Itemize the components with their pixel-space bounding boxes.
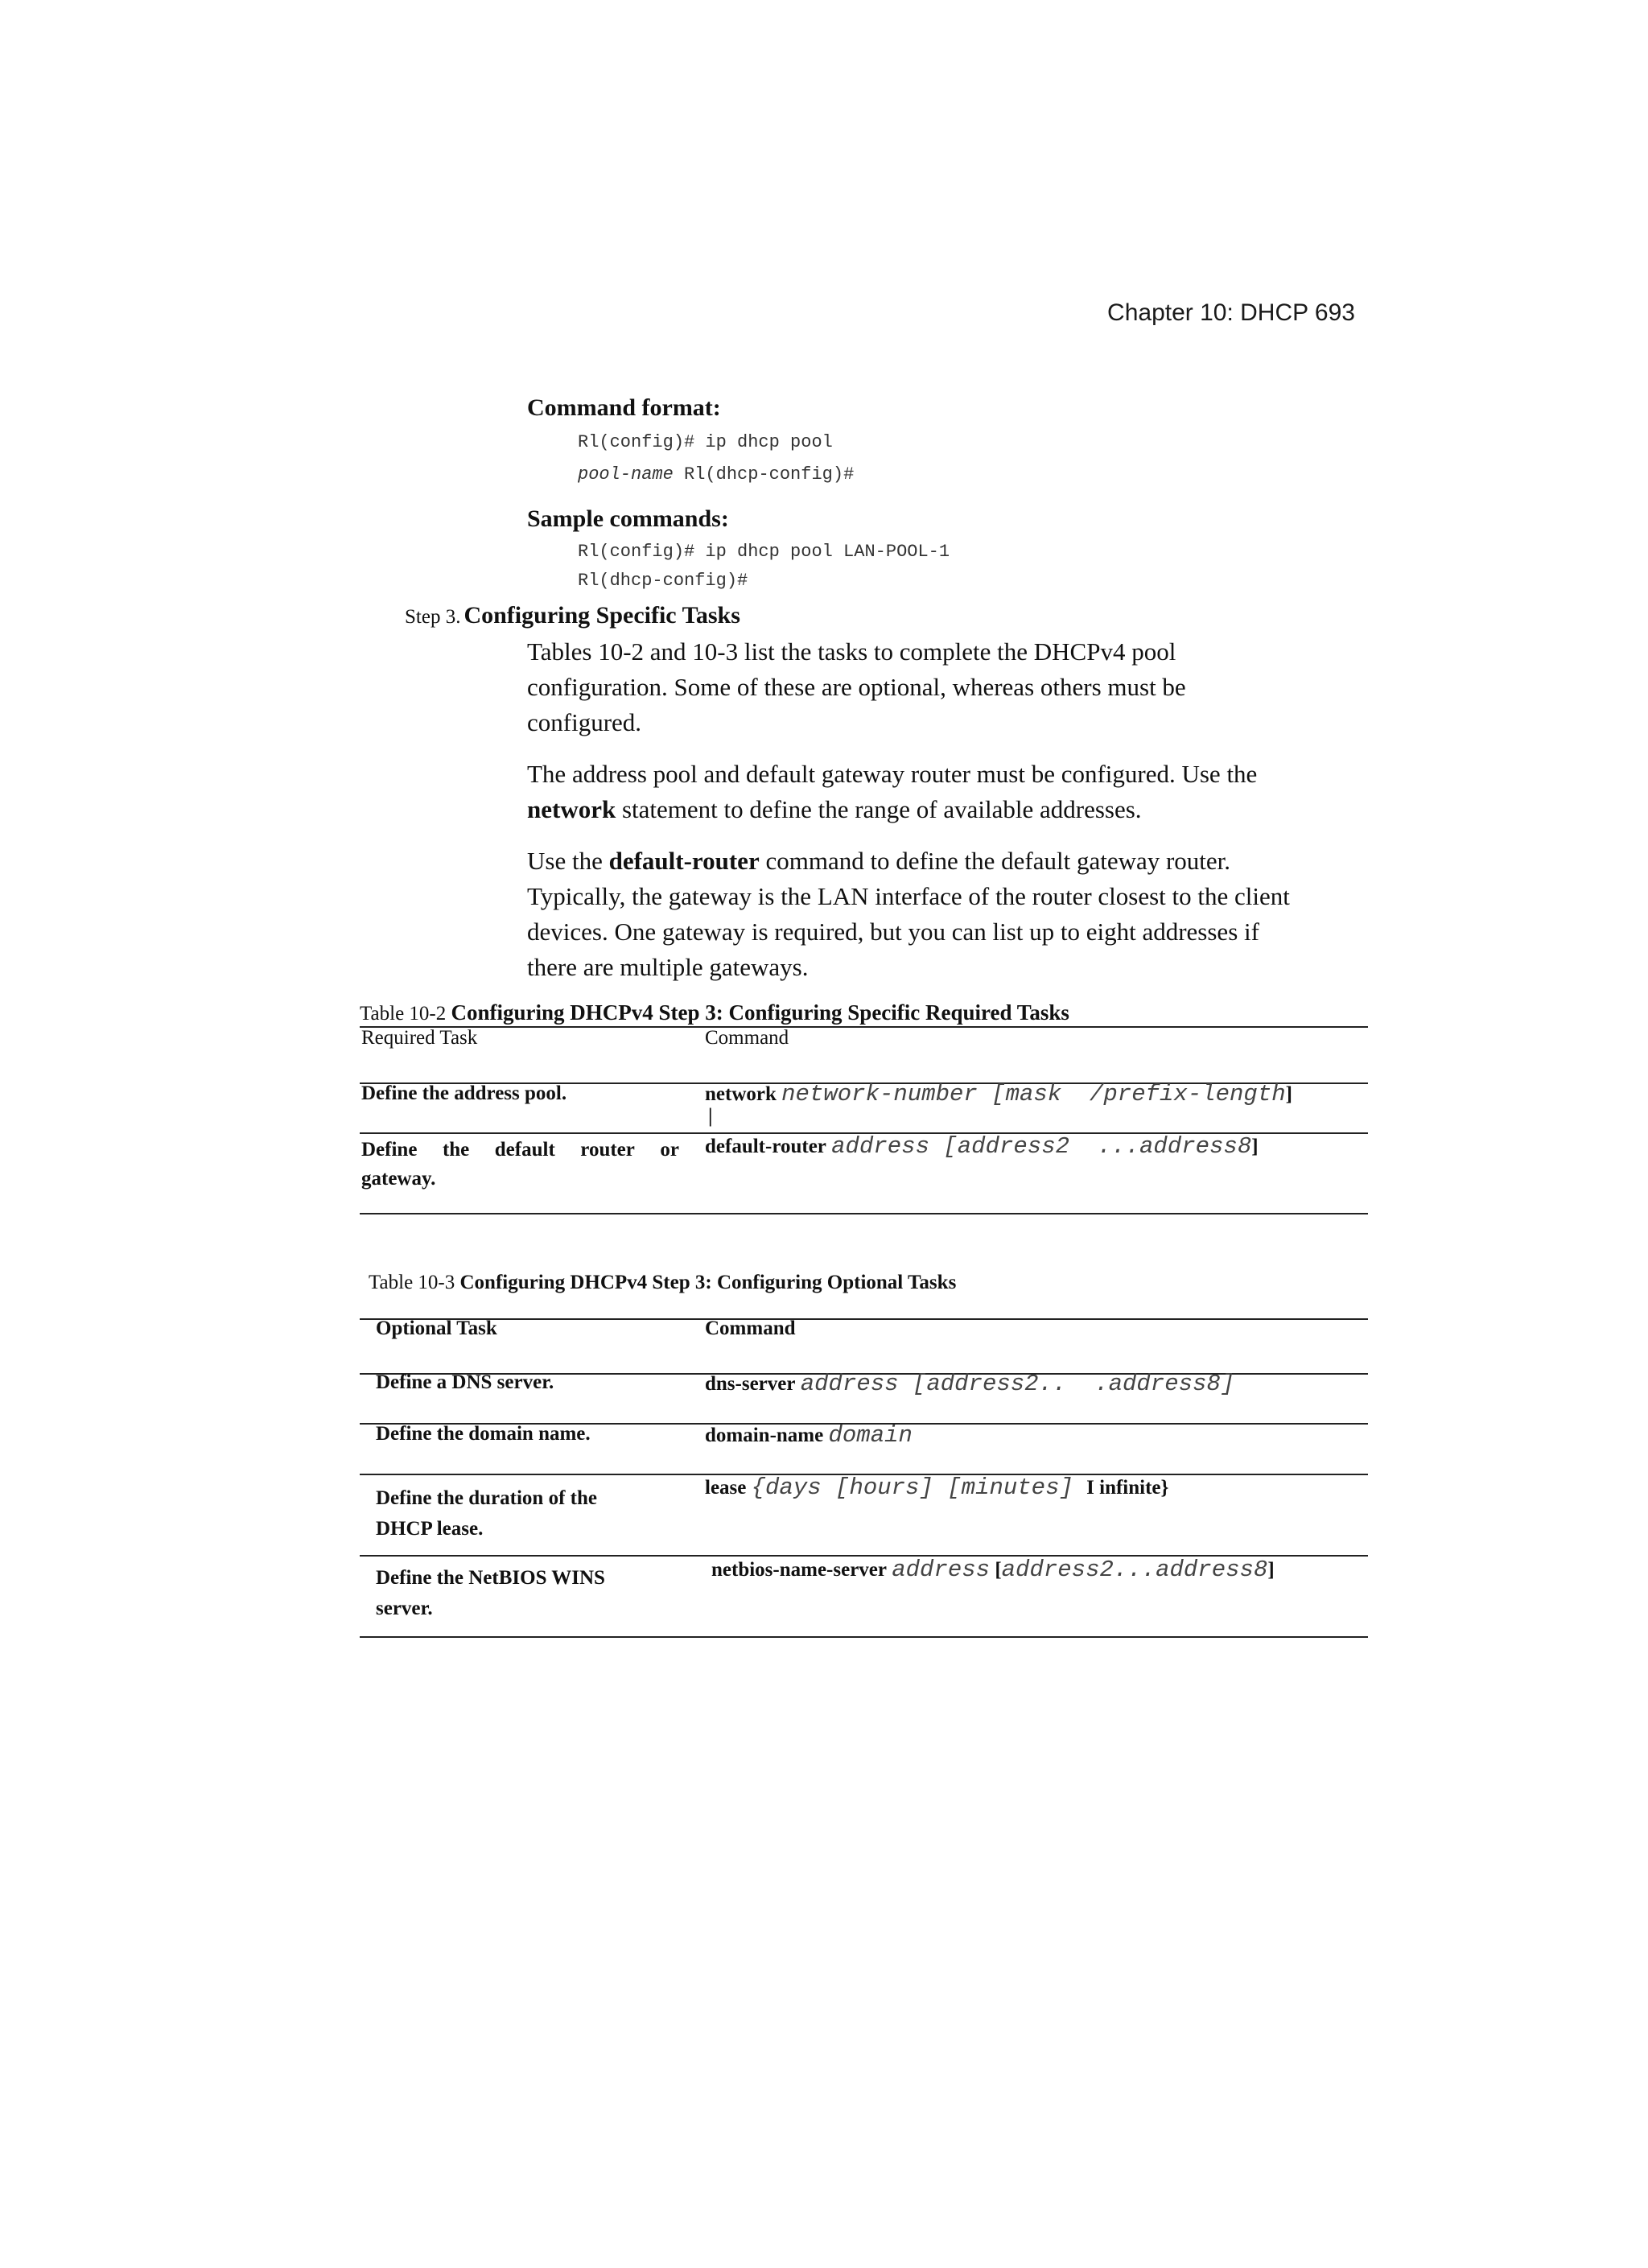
table-10-2-row-1-command — [705, 1081, 1292, 1107]
table-10-3-row-2-command — [705, 1422, 913, 1449]
network-command-pipe: | — [708, 1105, 713, 1127]
table-10-3-caption — [369, 1272, 956, 1294]
network-command-bracket: ] — [1285, 1083, 1292, 1105]
para2-text-c: statement to define the range of available addresses. — [616, 795, 1142, 823]
table-10-2-caption — [360, 1000, 1069, 1025]
task-word: Define — [361, 1139, 418, 1161]
table-10-2-row-2-task-line-1 — [361, 1139, 679, 1161]
step-3-title: Configuring Specific Tasks — [464, 602, 740, 629]
command-format-line-1: Rl(config)# ip dhcp pool — [578, 432, 833, 452]
task-word: router — [580, 1139, 635, 1161]
table-10-3-row-4-task — [376, 1563, 605, 1624]
table-10-3-row-3-task-line-1: Define the duration of the — [376, 1487, 597, 1509]
task-word: the — [442, 1139, 470, 1161]
table-10-2-header-command: Command — [705, 1027, 789, 1049]
table-10-3-row-2-task: Define the domain name. — [376, 1423, 591, 1445]
table-10-3-header-task: Optional Task — [376, 1318, 497, 1339]
lease-command-keyword: lease — [705, 1477, 747, 1499]
table-10-3-row-4-command — [711, 1557, 1275, 1583]
table-10-3-bottom-rule — [360, 1636, 1368, 1638]
table-10-3-row-4-task-line-1: Define the NetBIOS WINS — [376, 1567, 605, 1589]
table-10-3-top-rule — [360, 1318, 1368, 1320]
network-command-keyword: network — [705, 1083, 777, 1105]
sample-commands-title: Sample commands: — [527, 505, 729, 532]
para2-text-a: The address pool and default gateway router must be configured. Use the — [527, 760, 1258, 788]
command-format-line-2-rest: Rl(dhcp-config)# — [673, 464, 855, 485]
table-10-3-row-1-command — [705, 1371, 1234, 1397]
network-keyword: network — [527, 795, 616, 823]
command-format-line-2 — [578, 464, 854, 485]
network-command-args: network-number [mask /prefix-length — [781, 1081, 1286, 1107]
table-10-3-header-command: Command — [705, 1318, 796, 1339]
table-10-2-caption-title: Configuring DHCPv4 Step 3: Configuring Specific Required Tasks — [451, 1000, 1069, 1025]
table-10-3-row-3-task — [376, 1483, 597, 1544]
table-10-2-row-2-task — [361, 1139, 679, 1190]
lease-command-infinite: I infinite} — [1086, 1477, 1169, 1499]
netbios-command-args-2: address2...address8 — [1001, 1557, 1268, 1583]
para3-text-c: command to define the default gateway router. Typically, the gateway is the LAN interface of the router closest to the client devices. One gateway is required, but you can list up to eight addresses if there are multiple gateways. — [527, 847, 1290, 981]
page-header: Chapter 10: DHCP 693 — [1107, 299, 1355, 326]
table-10-2-row-2-task-line-2: gateway. — [361, 1168, 436, 1190]
table-10-3-row-1-task: Define a DNS server. — [376, 1371, 554, 1393]
table-10-3-row-4-task-line-2: server. — [376, 1598, 433, 1619]
table-10-2-top-rule — [360, 1026, 1368, 1028]
default-router-keyword: default-router — [608, 847, 760, 875]
netbios-command-close-bracket: ] — [1267, 1559, 1275, 1581]
domain-name-command-keyword: domain-name — [705, 1425, 824, 1446]
para3-text-a: Use the — [527, 847, 609, 875]
step-3-prefix: Step 3. — [405, 606, 461, 628]
default-router-command-args: address [address2 ...address8 — [831, 1133, 1252, 1160]
step-3-paragraph-1: Tables 10-2 and 10-3 list the tasks to complete the DHCPv4 pool configuration. Some of these are optional, whereas others must be configured. — [527, 637, 1186, 736]
default-router-command-keyword: default-router — [705, 1136, 826, 1157]
table-10-2-row-1-task: Define the address pool. — [361, 1082, 567, 1104]
sample-commands-line-1: Rl(config)# ip dhcp pool LAN-POOL-1 — [578, 542, 950, 562]
pool-name-arg: pool-name — [578, 464, 674, 485]
table-10-3-caption-prefix: Table 10-3 — [369, 1272, 460, 1293]
netbios-command-open-bracket: [ — [995, 1559, 1002, 1581]
table-10-3-row-3-command — [705, 1474, 1168, 1501]
task-word: default — [494, 1139, 555, 1161]
netbios-command-args-1: address — [892, 1557, 991, 1583]
table-10-3-row-3-task-line-2: DHCP lease. — [376, 1518, 484, 1540]
table-10-2-bottom-rule — [360, 1213, 1368, 1214]
domain-name-command-args: domain — [828, 1422, 913, 1449]
command-format-title: Command format: — [527, 394, 721, 421]
table-10-3-caption-title: Configuring DHCPv4 Step 3: Configuring Optional Tasks — [459, 1272, 957, 1293]
task-word: or — [660, 1139, 679, 1161]
lease-command-args: {days [hours] [minutes] — [751, 1474, 1073, 1501]
sample-commands-line-2: Rl(dhcp-config)# — [578, 571, 748, 591]
table-10-2-header-task: Required Task — [361, 1027, 478, 1049]
netbios-command-keyword: netbios-name-server — [711, 1559, 887, 1581]
step-3-paragraph-2 — [527, 757, 1300, 827]
table-10-2-caption-prefix: Table 10-2 — [360, 1003, 451, 1025]
step-3-heading — [405, 602, 740, 629]
table-10-2-row-2-command — [705, 1133, 1259, 1160]
step-3-paragraph-3 — [527, 843, 1300, 985]
dns-server-command-keyword: dns-server — [705, 1373, 796, 1395]
dns-server-command-args: address [address2.. .address8] — [800, 1371, 1235, 1397]
default-router-command-bracket: ] — [1251, 1136, 1259, 1157]
